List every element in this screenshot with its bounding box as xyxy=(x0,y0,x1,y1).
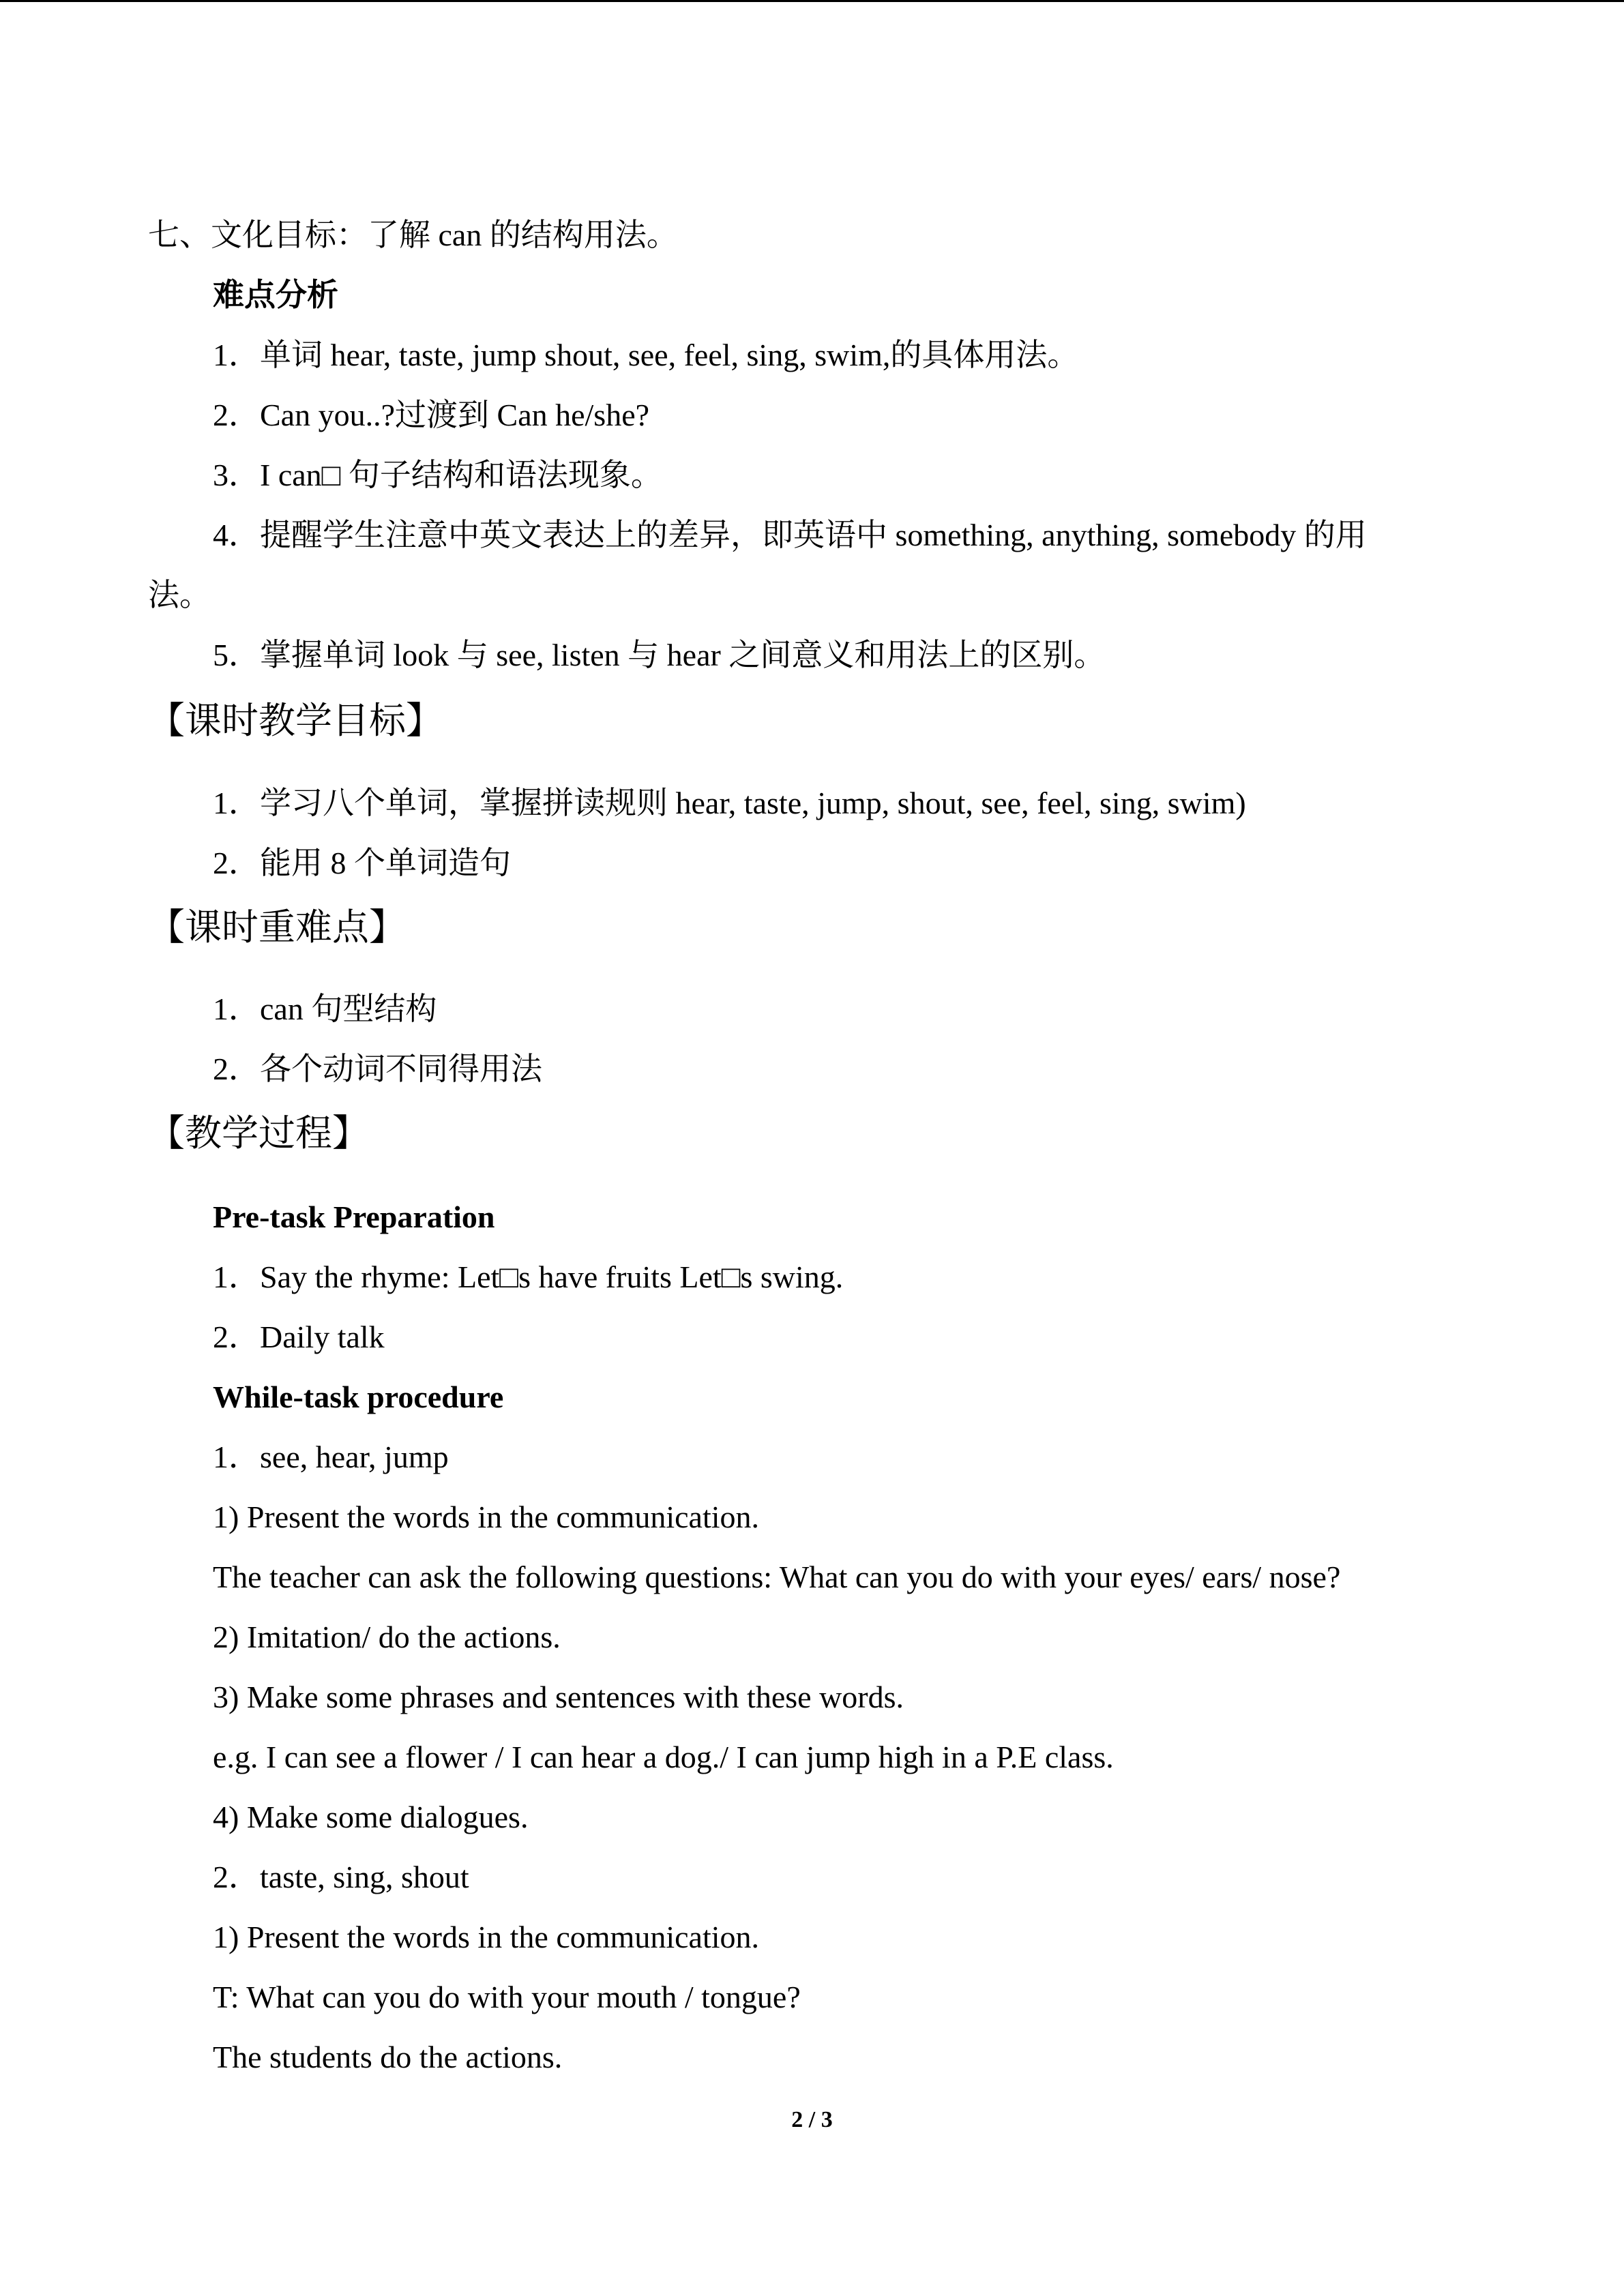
while-task-item-2: 2．taste, sing, shout xyxy=(213,1860,469,1894)
key-point-item-1: 1．can 句型结构 xyxy=(213,992,437,1026)
difficulty-item-1: 1．单词 hear, taste, jump shout, see, feel, sing, swim,的具体用法。 xyxy=(213,338,1079,372)
section-heading-teaching-process: 【教学过程】 xyxy=(148,1113,369,1154)
while-task-step: e.g. I can see a flower / I can hear a dog./ I can jump high in a P.E class. xyxy=(213,1740,1114,1774)
while-task-step: The students do the actions. xyxy=(213,2040,563,2074)
while-task-item-1: 1．see, hear, jump xyxy=(213,1440,449,1474)
section-heading-lesson-goals: 【课时教学目标】 xyxy=(148,700,443,741)
culture-goal-line: 七、文化目标：了解 can 的结构用法。 xyxy=(148,218,678,252)
difficulty-item-5: 5．掌握单词 look 与 see, listen 与 hear 之间意义和用法上的区别。 xyxy=(213,638,1106,672)
page-number: 2 / 3 xyxy=(791,2107,833,2132)
while-task-heading: While-task procedure xyxy=(213,1380,504,1414)
while-task-step: 3) Make some phrases and sentences with these words. xyxy=(213,1680,904,1714)
pre-task-item-2: 2．Daily talk xyxy=(213,1320,385,1354)
page-top-border xyxy=(0,0,1624,2)
lesson-goal-item-1: 1．学习八个单词，掌握拼读规则 hear, taste, jump, shout, see, feel, sing, swim) xyxy=(213,786,1246,820)
while-task-step: 4) Make some dialogues. xyxy=(213,1800,529,1834)
while-task-step: 1) Present the words in the communication. xyxy=(213,1920,760,1954)
while-task-step: T: What can you do with your mouth / tongue? xyxy=(213,1980,801,2014)
while-task-step: 1) Present the words in the communication. xyxy=(213,1500,760,1534)
while-task-step: The teacher can ask the following questions: What can you do with your eyes/ ears/ nose? xyxy=(213,1560,1341,1594)
pre-task-heading: Pre-task Preparation xyxy=(213,1199,495,1234)
difficulty-analysis-heading: 难点分析 xyxy=(213,278,338,312)
difficulty-item-4-continued: 法。 xyxy=(148,578,211,612)
difficulty-item-4: 4．提醒学生注意中英文表达上的差异，即英语中 something, anything, somebody 的用 xyxy=(213,518,1367,552)
section-heading-key-points: 【课时重难点】 xyxy=(148,907,406,948)
lesson-goal-item-2: 2．能用 8 个单词造句 xyxy=(213,846,511,880)
pre-task-item-1: 1．Say the rhyme: Let□s have fruits Let□s swing. xyxy=(213,1259,844,1294)
key-point-item-2: 2．各个动词不同得用法 xyxy=(213,1052,542,1086)
difficulty-item-2: 2．Can you..?过渡到 Can he/she? xyxy=(213,398,650,432)
while-task-step: 2) Imitation/ do the actions. xyxy=(213,1620,561,1654)
difficulty-item-3: 3．I can□ 句子结构和语法现象。 xyxy=(213,458,662,492)
